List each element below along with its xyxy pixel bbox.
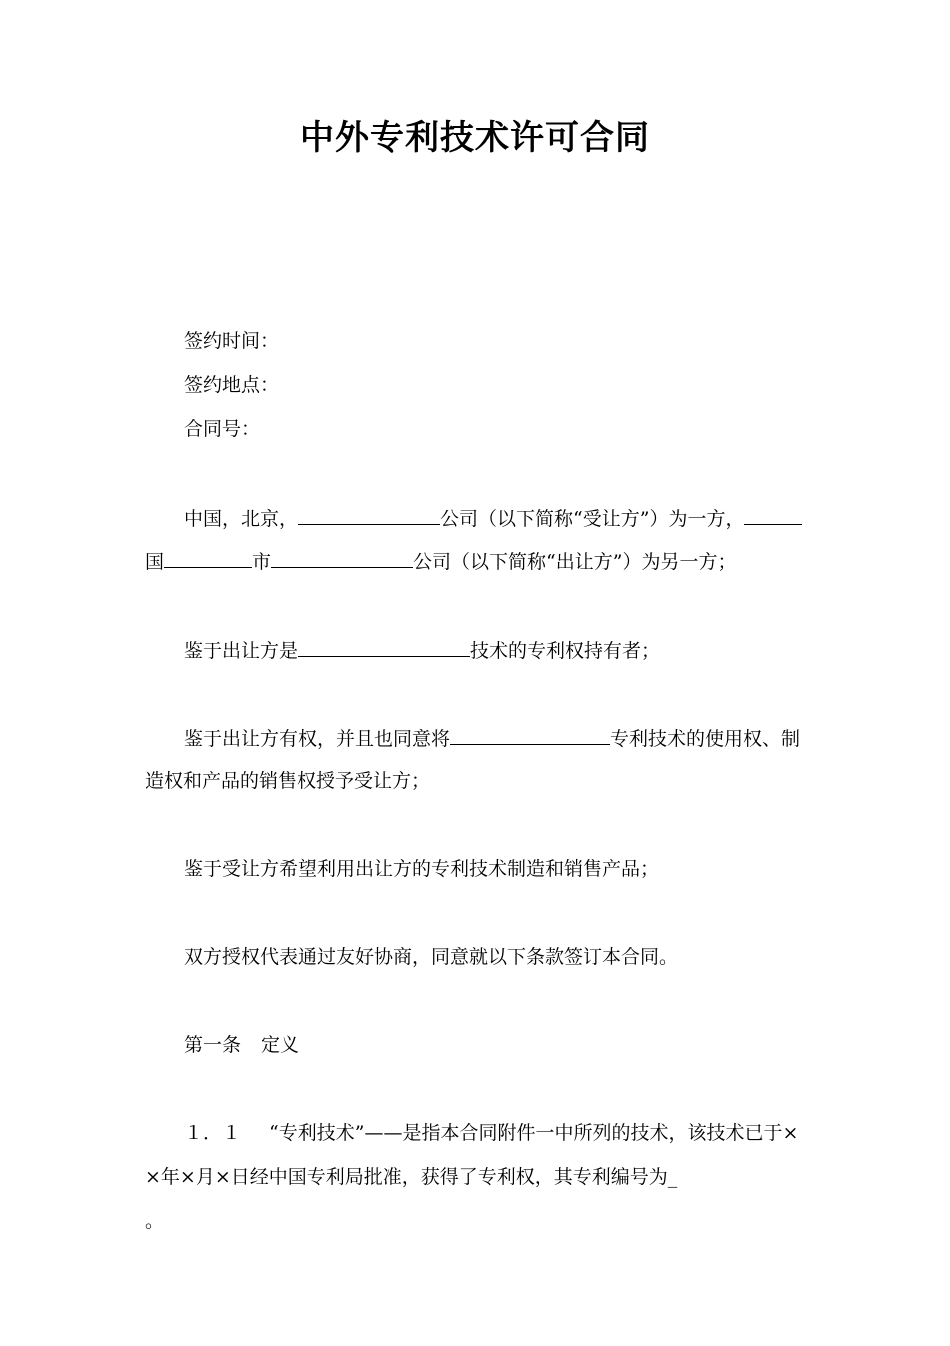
party-a-role: 公司（以下简称“受让方”）为一方， xyxy=(440,508,745,530)
parties-line-1 xyxy=(184,504,802,532)
whereas-3: 鉴于受让方希望利用出让方的专利技术制造和销售产品； xyxy=(184,858,660,880)
whereas-1 xyxy=(184,636,660,664)
party-b-country-name-blank[interactable] xyxy=(164,547,252,568)
party-a-company-blank[interactable] xyxy=(298,504,440,525)
sign-time-label: 签约时间： xyxy=(184,330,280,352)
city-label: 市 xyxy=(252,551,272,573)
party-b-country-blank[interactable] xyxy=(744,504,802,525)
clause-1-1-number: １．１ xyxy=(184,1122,242,1144)
whereas-1-text-b: 技术的专利权持有者； xyxy=(470,640,661,662)
party-b-company-blank[interactable] xyxy=(271,547,413,568)
patent-technology-blank[interactable] xyxy=(450,724,610,745)
whereas-1-text-a: 鉴于出让方是 xyxy=(184,640,299,662)
parties-line-2 xyxy=(145,547,736,575)
article-1-number: 第一条 xyxy=(184,1034,242,1056)
party-a-intro: 中国，北京， xyxy=(184,508,299,530)
document-title: 中外专利技术许可合同 xyxy=(300,118,650,158)
whereas-2-text-b: 专利技术的使用权、制 xyxy=(610,728,801,750)
technology-name-blank[interactable] xyxy=(298,636,470,657)
clause-1-1-line-3: 。 xyxy=(145,1210,165,1232)
party-b-role: 公司（以下简称“出让方”）为另一方； xyxy=(413,551,737,573)
whereas-2-line-2: 造权和产品的销售权授予受让方； xyxy=(145,770,431,792)
clause-1-1-line-2: ×年×月×日经中国专利局批准，获得了专利权，其专利编号为_ xyxy=(145,1166,678,1188)
article-1-title: 定义 xyxy=(261,1034,300,1056)
country-label: 国 xyxy=(145,551,165,573)
clause-1-1-line-1 xyxy=(184,1120,798,1146)
whereas-2-line-1 xyxy=(184,724,800,752)
sign-place-label: 签约地点： xyxy=(184,374,280,396)
clause-1-1-text-1: “专利技术”——是指本合同附件一中所列的技术，该技术已于× xyxy=(269,1122,799,1144)
whereas-2-text-a: 鉴于出让方有权，并且也同意将 xyxy=(184,728,451,750)
contract-number-label: 合同号： xyxy=(184,418,261,440)
article-1-heading xyxy=(184,1032,299,1058)
agreement-statement: 双方授权代表通过友好协商，同意就以下条款签订本合同。 xyxy=(184,946,679,968)
